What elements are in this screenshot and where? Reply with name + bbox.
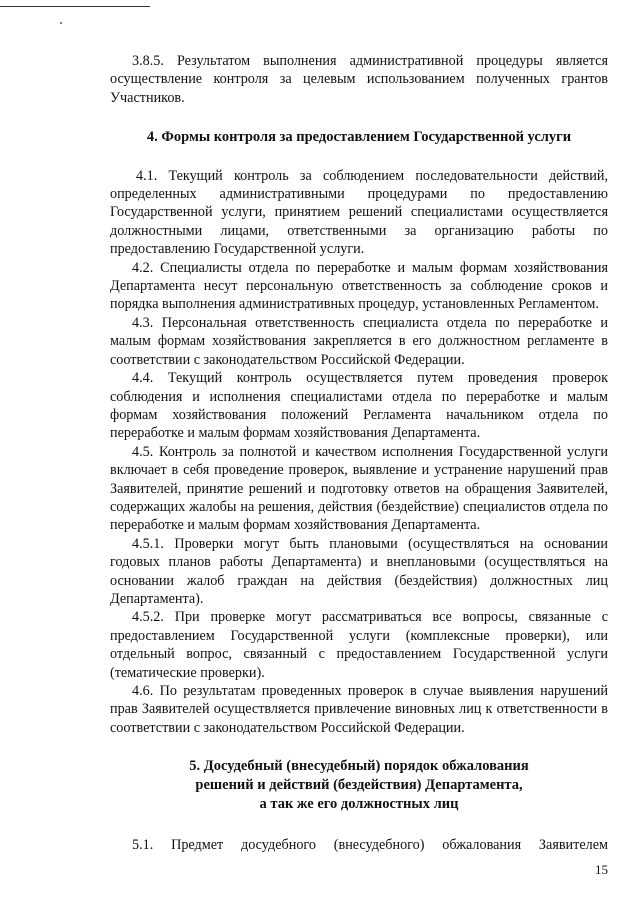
paragraph-4-6: 4.6. По результатам проведенных проверок в случае выявления нарушений прав Заявителей осуществляется привлечение виновных лиц к ответственности в соответствии с законодательством Российской Федерации. bbox=[110, 683, 608, 736]
section-5-heading-line-3: а так же его должностных лиц bbox=[259, 796, 459, 813]
page-number: 15 bbox=[595, 862, 608, 877]
document-page bbox=[110, 52, 608, 855]
section-5-heading-line-1: 5. Досудебный (внесудебный) порядок обжалования bbox=[189, 758, 529, 775]
paragraph-4-2: 4.2. Специалисты отдела по переработке и малым формам хозяйствования Департамента несут персональную ответственность за соблюдение сроков и порядка выполнения административных процедур, установленных Регламентом. bbox=[110, 259, 608, 313]
section-5-heading-line-2: решений и действий (бездействия) Департамента, bbox=[195, 777, 523, 794]
section-5-heading bbox=[110, 757, 608, 814]
paragraph-4-5-1: 4.5.1. Проверки могут быть плановыми (осуществляться на основании годовых планов работы Департамента) и внеплановыми (осуществляться на основании жалоб граждан на действия (бездействия) должностных лиц Департамента). bbox=[110, 535, 608, 607]
paragraph-4-4: 4.4. Текущий контроль осуществляется путем проведения проверок соблюдения и исполнения специалистами отдела по переработке и малым формам хозяйствования положений Регламента начальником отдела по переработке и малым формам хозяйствования Департамента. bbox=[110, 370, 608, 442]
paragraph-4-3: 4.3. Персональная ответственность специалиста отдела по переработке и малым формам хозяйствования закрепляется в его должностном регламенте в соответствии с законодательством Российской Федерации. bbox=[110, 314, 608, 368]
paragraph-3-8-5: 3.8.5. Результатом выполнения административной процедуры является осуществление контроля за целевым использованием полученных грантов Участников. bbox=[110, 53, 608, 106]
scan-speck bbox=[60, 22, 62, 24]
paragraph-4-5-2: 4.5.2. При проверке могут рассматриваться все вопросы, связанные с предоставлением Государственной услуги (комплексные проверки), или отдельный вопрос, связанный с предоставлением Государственной услуги (тематические проверки). bbox=[110, 609, 608, 681]
paragraph-5-1: 5.1. Предмет досудебного (внесудебного) обжалования Заявителем bbox=[132, 837, 608, 854]
paragraph-4-5: 4.5. Контроль за полнотой и качеством исполнения Государственной услуги включает в себя проведение проверок, выявление и устранение нарушений прав Заявителей, принятие решений и подготовку ответов на обращения Заявителей, содержащих жалобы на решения, действия (бездействие) специалистов отдела по переработке и малым формам хозяйствования Департамента. bbox=[110, 443, 608, 534]
paragraph-4-1: 4.1. Текущий контроль за соблюдением последовательности действий, определенных административными процедурами по предоставлению Государственной услуги, принятием решений специалистами осуществляется должностными лицами, ответственными за организацию работы по предоставлению Государственной услуги. bbox=[110, 167, 608, 258]
top-rule bbox=[0, 6, 150, 7]
section-4-heading: 4. Формы контроля за предоставлением Государственной услуги bbox=[146, 129, 572, 146]
